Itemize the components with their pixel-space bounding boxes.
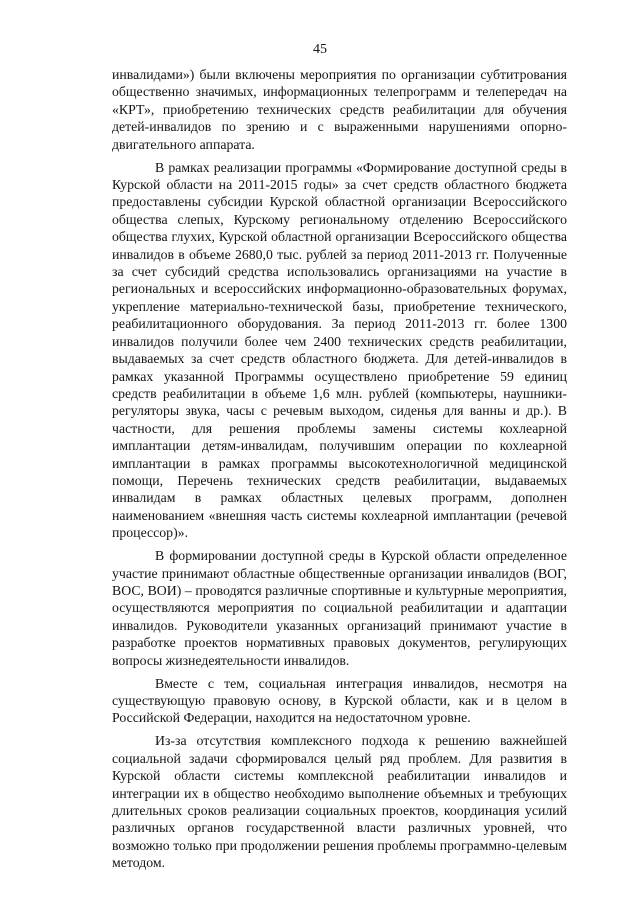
paragraph-continuation: инвалидами») были включены мероприятия по организации субтитрования общественно значимых, информационных телепрограмм и телепередач на «КРТ», приобретению технических средств реабилитации для обучения детей-инвалидов по зрению и с выраженными нарушениями опорно-двигательного аппарата. [112,67,567,152]
paragraph-social-integration: Вместе с тем, социальная интеграция инвалидов, несмотря на существующую правовую основу, в Курской области, как и в целом в Российской Федерации, находится на недостаточном уровне. [112,675,567,726]
page-number: 45 [313,42,327,57]
paragraph-problems: Из-за отсутствия комплексного подхода к решению важнейшей социальной задачи сформировался целый ряд проблем. Для развития в Курской области системы комплексной реабилитации инвалидов и интеграции их в общество необходимо выполнение объемных и требующих длительных сроков реализации социальных проектов, координация усилий различных органов государственной власти различных уровней, что возможно только при продолжении решения проблемы программно-целевым методом. [112,733,567,871]
paragraph-program-implementation: В рамках реализации программы «Формирование доступной среды в Курской области на 2011-2015 годы» за счет средств областного бюджета предоставлены субсидии Курской областной организации Всероссийского общества слепых, Курскому региональному отделению Всероссийского общества глухих, Курской областной организации Всероссийского общества инвалидов в объеме 2680,0 тыс. рублей за период 2011-2013 гг. Полученные за счет субсидий средства использовались организациями на участие в региональных и всероссийских информационно-образовательных форумах, укрепление материально-технической базы, приобретение технического, реабилитационного оборудования. За период 2011-2013 гг. более 1300 инвалидов получили более чем 2400 технических средств реабилитации, выдаваемых за счет средств областного бюджета. Для детей-инвалидов в рамках указанной Программы осуществлено приобретение 59 единиц средств реабилитации в объеме 1,6 млн. рублей (компьютеры, наушники-регуляторы звука, часы с речевым выходом, сиденья для ванны и др.). В частности, для решения проблемы замены системы кохлеарной имплантации детям-инвалидам, получившим операции по кохлеарной имплантации в рамках программы высокотехнологичной медицинской помощи, Перечень технических средств реабилитации, выдаваемых инвалидам в рамках областных целевых программ, дополнен наименованием «внешняя часть системы кохлеарной имплантации (речевой процессор)». [112,159,567,541]
paragraph-public-organizations: В формировании доступной среды в Курской области определенное участие принимают областные общественные организации инвалидов (ВОГ, ВОС, ВОИ) – проводятся различные спортивные и культурные мероприятия, осуществляются мероприятия по социальной реабилитации и адаптации инвалидов. Руководители указанных организаций принимают участие в разработке проектов нормативных правовых документов, регулирующих вопросы жизнедеятельности инвалидов. [112,548,567,668]
document-body [112,66,567,877]
